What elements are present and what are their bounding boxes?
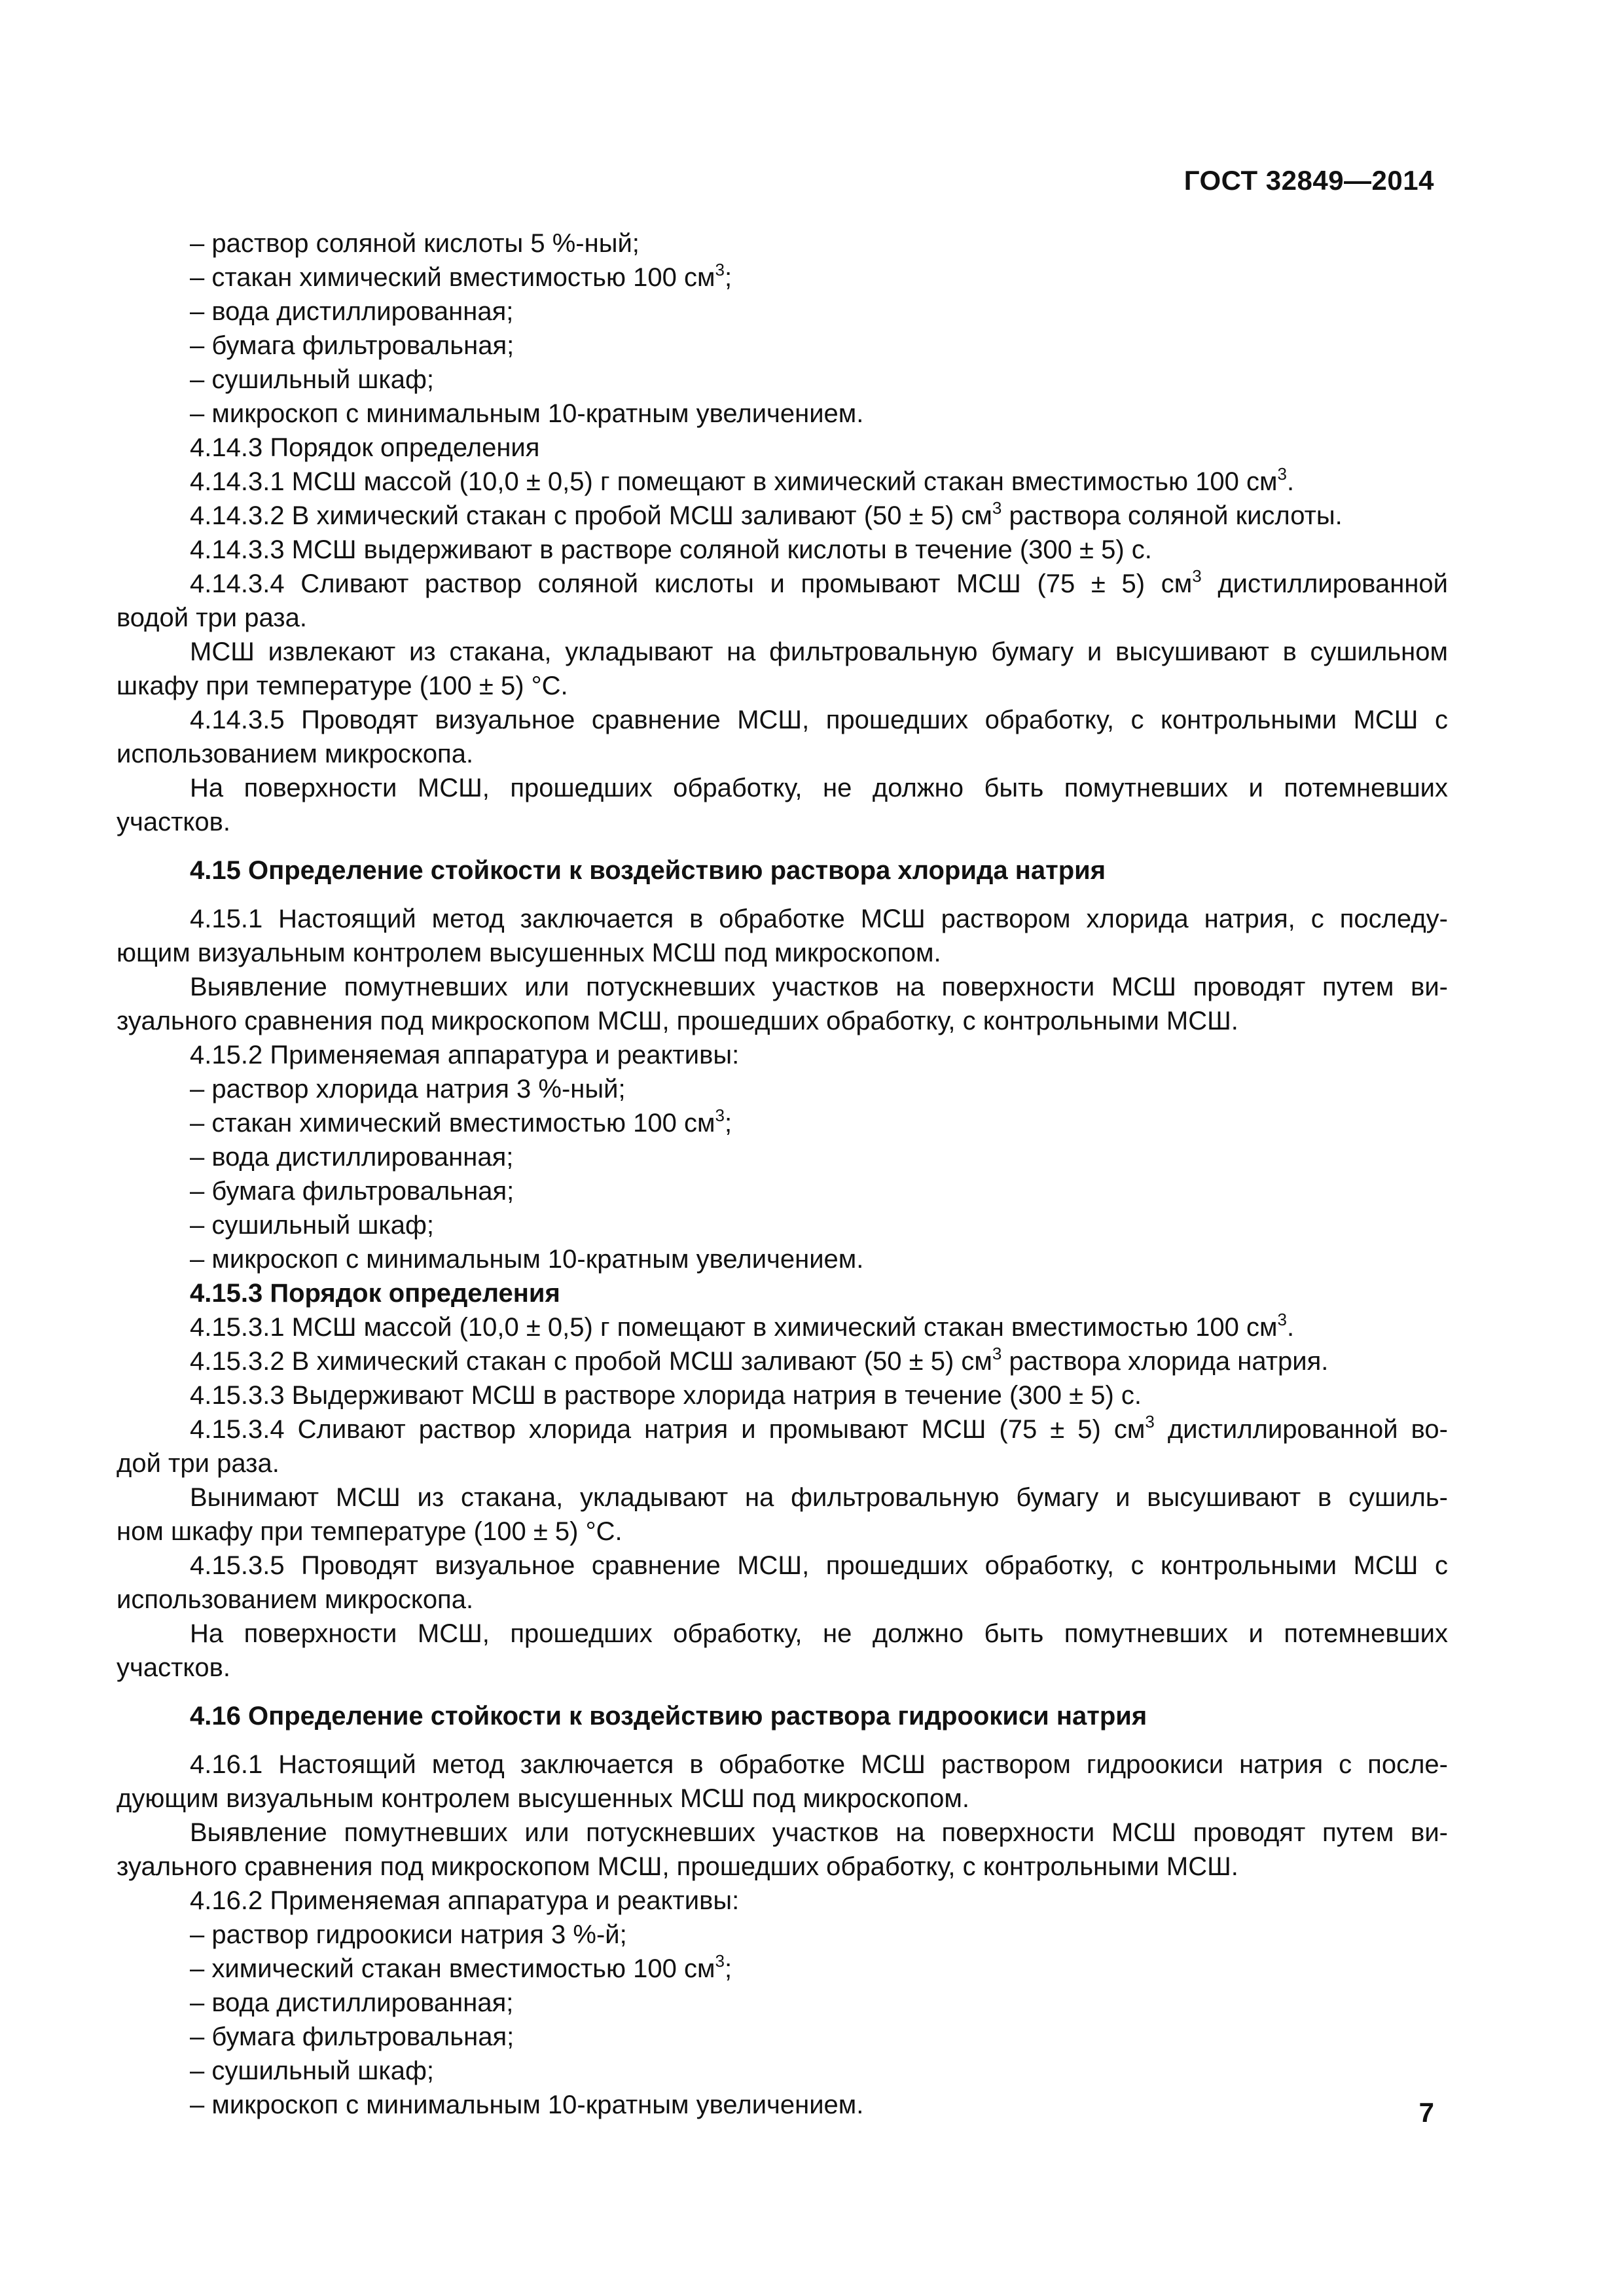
list-item: – бумага фильтровальная;	[190, 1177, 514, 1206]
list-item: – раствор гидроокиси натрия 3 %-й;	[190, 1920, 627, 1949]
paragraph: 4.15.3.1 МСШ массой (10,0 ± 0,5) г помещают в химический стакан вместимостью 100 $см^3$.	[190, 1309, 1295, 1342]
list-item: – бумага фильтровальная;	[190, 2022, 514, 2051]
paragraph-continuation: шкафу при температуре (100 ± 5) °С.	[117, 672, 568, 700]
list-item: – вода дистиллированная;	[190, 1988, 514, 2017]
paragraph: Выявление помутневших или потускневших участков на поверхности МСШ проводят путем ви-	[190, 1818, 1448, 1847]
list-item: – химический стакан вместимостью 100 $см^3$;	[190, 1950, 732, 1983]
list-item: – вода дистиллированная;	[190, 297, 514, 326]
paragraph-continuation: ющим визуальным контролем высушенных МСШ под микроскопом.	[117, 939, 941, 967]
paragraph: 4.16.2 Применяемая аппаратура и реактивы:	[190, 1886, 740, 1915]
paragraph-continuation: использованием микроскопа.	[117, 740, 474, 768]
subsection-title: 4.15.3 Порядок определения	[190, 1279, 560, 1308]
subsection-title: 4.14.3 Порядок определения	[190, 433, 540, 462]
list-item: – стакан химический вместимостью 100 $см^3$;	[190, 1105, 732, 1138]
section-heading: 4.16 Определение стойкости к воздействию раствора гидроокиси натрия	[190, 1702, 1147, 1731]
paragraph-continuation: зуального сравнения под микроскопом МСШ, прошедших обработку, с контрольными МСШ.	[117, 1007, 1238, 1035]
list-item: – раствор хлорида натрия 3 %-ный;	[190, 1075, 626, 1103]
paragraph: 4.14.3.2 В химический стакан с пробой МСШ заливают (50 ± 5) $см^3$ раствора соляной кислоты.	[190, 497, 1343, 530]
paragraph: Вынимают МСШ из стакана, укладывают на фильтровальную бумагу и высушивают в сушиль-	[190, 1483, 1448, 1512]
paragraph: 4.14.3.4 Сливают раствор соляной кислоты и промывают МСШ (75 ± 5) $см^3$ дистиллированной	[190, 565, 1449, 598]
paragraph-continuation: водой три раза.	[117, 603, 307, 632]
list-item: – микроскоп с минимальным 10-кратным увеличением.	[190, 2090, 864, 2119]
paragraph: 4.15.2 Применяемая аппаратура и реактивы:	[190, 1041, 740, 1069]
paragraph: 4.15.1 Настоящий метод заключается в обработке МСШ раствором хлорида натрия, с последу-	[190, 905, 1448, 933]
standard-header: ГОСТ 32849—2014	[1183, 165, 1434, 196]
paragraph: Выявление помутневших или потускневших участков на поверхности МСШ проводят путем ви-	[190, 973, 1448, 1001]
paragraph: МСШ извлекают из стакана, укладывают на фильтровальную бумагу и высушивают в сушильном	[190, 637, 1448, 666]
page-body	[117, 226, 1448, 2122]
list-item: – сушильный шкаф;	[190, 365, 435, 394]
page-number: 7	[1418, 2097, 1434, 2128]
paragraph-continuation: ном шкафу при температуре (100 ± 5) °С.	[117, 1517, 623, 1546]
paragraph: 4.14.3.3 МСШ выдерживают в растворе соляной кислоты в течение (300 ± 5) с.	[190, 535, 1152, 564]
list-item: – вода дистиллированная;	[190, 1143, 514, 1172]
paragraph-continuation: дой три раза.	[117, 1449, 280, 1478]
list-item: – микроскоп с минимальным 10-кратным увеличением.	[190, 399, 864, 428]
paragraph: На поверхности МСШ, прошедших обработку, не должно быть помутневших и потемневших	[190, 774, 1448, 802]
paragraph: 4.16.1 Настоящий метод заключается в обработке МСШ раствором гидроокиси натрия с после-	[190, 1750, 1448, 1779]
list-item: – сушильный шкаф;	[190, 2056, 435, 2085]
paragraph-continuation: зуального сравнения под микроскопом МСШ, прошедших обработку, с контрольными МСШ.	[117, 1852, 1238, 1881]
paragraph: 4.15.3.4 Сливают раствор хлорида натрия и промывают МСШ (75 ± 5) $см^3$ дистиллированной во-	[190, 1411, 1448, 1444]
list-item: – бумага фильтровальная;	[190, 331, 514, 360]
paragraph-continuation: участков.	[117, 808, 230, 836]
paragraph: На поверхности МСШ, прошедших обработку, не должно быть помутневших и потемневших	[190, 1619, 1448, 1648]
list-item: – микроскоп с минимальным 10-кратным увеличением.	[190, 1245, 864, 1274]
list-item: – сушильный шкаф;	[190, 1211, 435, 1240]
paragraph-continuation: дующим визуальным контролем высушенных МСШ под микроскопом.	[117, 1784, 969, 1813]
section-heading: 4.15 Определение стойкости к воздействию раствора хлорида натрия	[190, 856, 1106, 885]
paragraph: 4.15.3.5 Проводят визуальное сравнение МСШ, прошедших обработку, с контрольными МСШ с	[190, 1551, 1448, 1580]
list-item: – раствор соляной кислоты 5 %-ный;	[190, 229, 640, 258]
paragraph: 4.15.3.3 Выдерживают МСШ в растворе хлорида натрия в течение (300 ± 5) с.	[190, 1381, 1142, 1410]
paragraph-continuation: участков.	[117, 1653, 230, 1682]
paragraph: 4.15.3.2 В химический стакан с пробой МСШ заливают (50 ± 5) $см^3$ раствора хлорида натрия.	[190, 1343, 1329, 1376]
paragraph: 4.14.3.1 МСШ массой (10,0 ± 0,5) г помещают в химический стакан вместимостью 100 $см^3$.	[190, 463, 1295, 496]
list-item: – стакан химический вместимостью 100 $см^3$;	[190, 259, 732, 292]
paragraph-continuation: использованием микроскопа.	[117, 1585, 474, 1614]
paragraph: 4.14.3.5 Проводят визуальное сравнение МСШ, прошедших обработку, с контрольными МСШ с	[190, 706, 1448, 734]
